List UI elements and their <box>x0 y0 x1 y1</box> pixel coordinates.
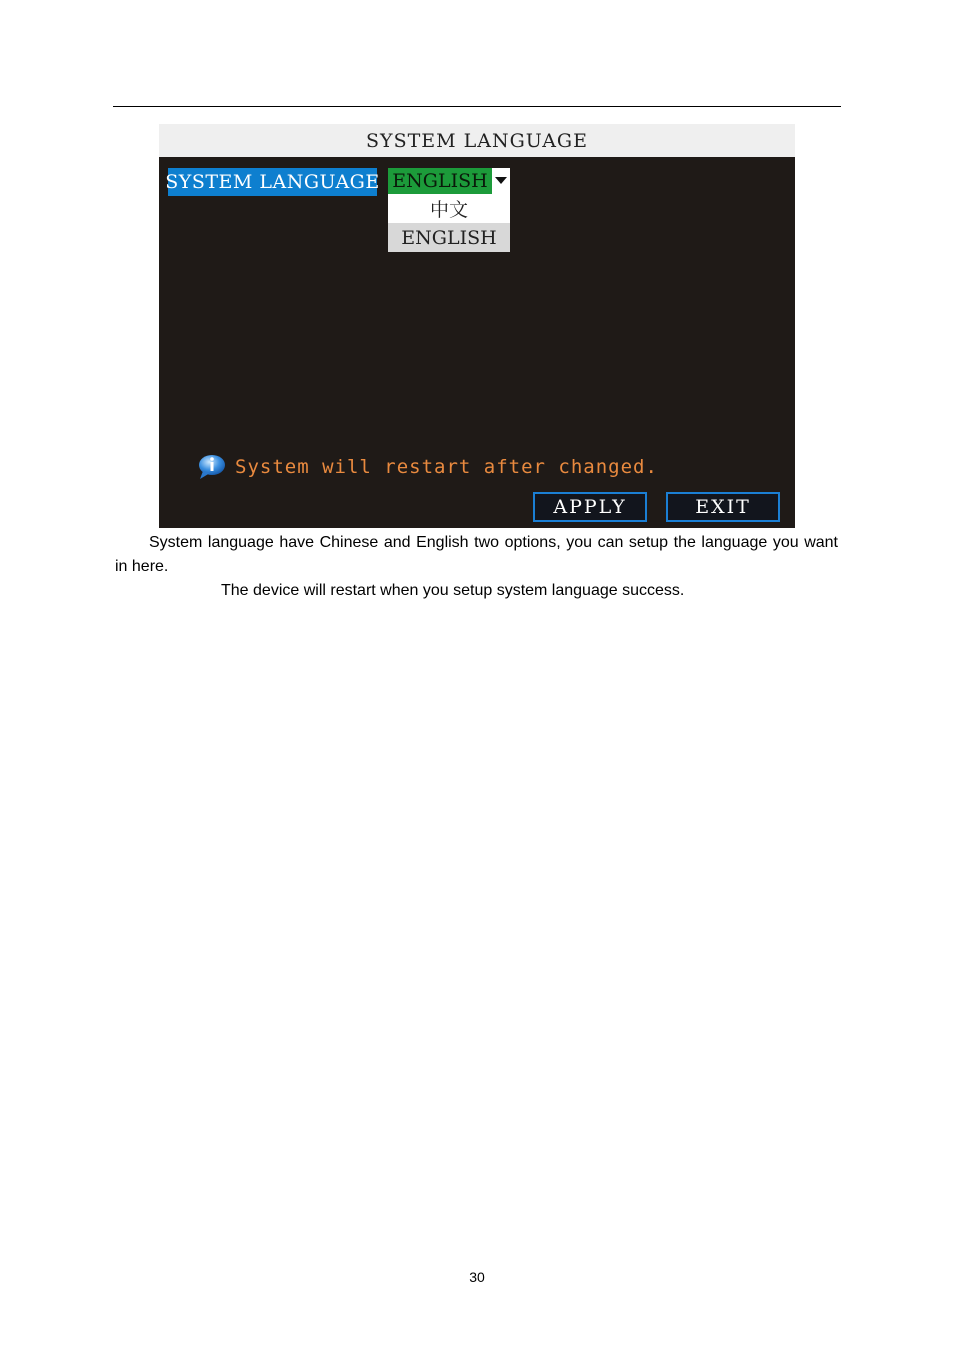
chevron-down-icon[interactable] <box>492 168 510 194</box>
restart-notice-text: System will restart after changed. <box>235 456 658 478</box>
system-language-label: SYSTEM LANGUAGE <box>168 168 377 196</box>
language-select[interactable] <box>388 168 510 194</box>
restart-notice <box>197 452 658 482</box>
header-rule <box>113 106 841 107</box>
restart-note-paragraph: The device will restart when you setup system language success. <box>221 582 685 599</box>
language-option-english[interactable]: ENGLISH <box>388 223 510 252</box>
language-select-value[interactable]: ENGLISH <box>388 168 492 194</box>
exit-button[interactable]: EXIT <box>666 492 780 522</box>
apply-button[interactable]: APPLY <box>533 492 647 522</box>
screen-title: SYSTEM LANGUAGE <box>159 124 795 157</box>
page-number: 30 <box>469 1269 485 1285</box>
language-option-chinese[interactable]: 中文 <box>388 194 510 223</box>
dvr-screen-system-language <box>159 124 795 528</box>
info-bubble-icon <box>197 454 227 480</box>
description-paragraph: System language have Chinese and English two options, you can setup the language you want in here. <box>115 534 838 575</box>
language-options-list <box>388 194 510 252</box>
